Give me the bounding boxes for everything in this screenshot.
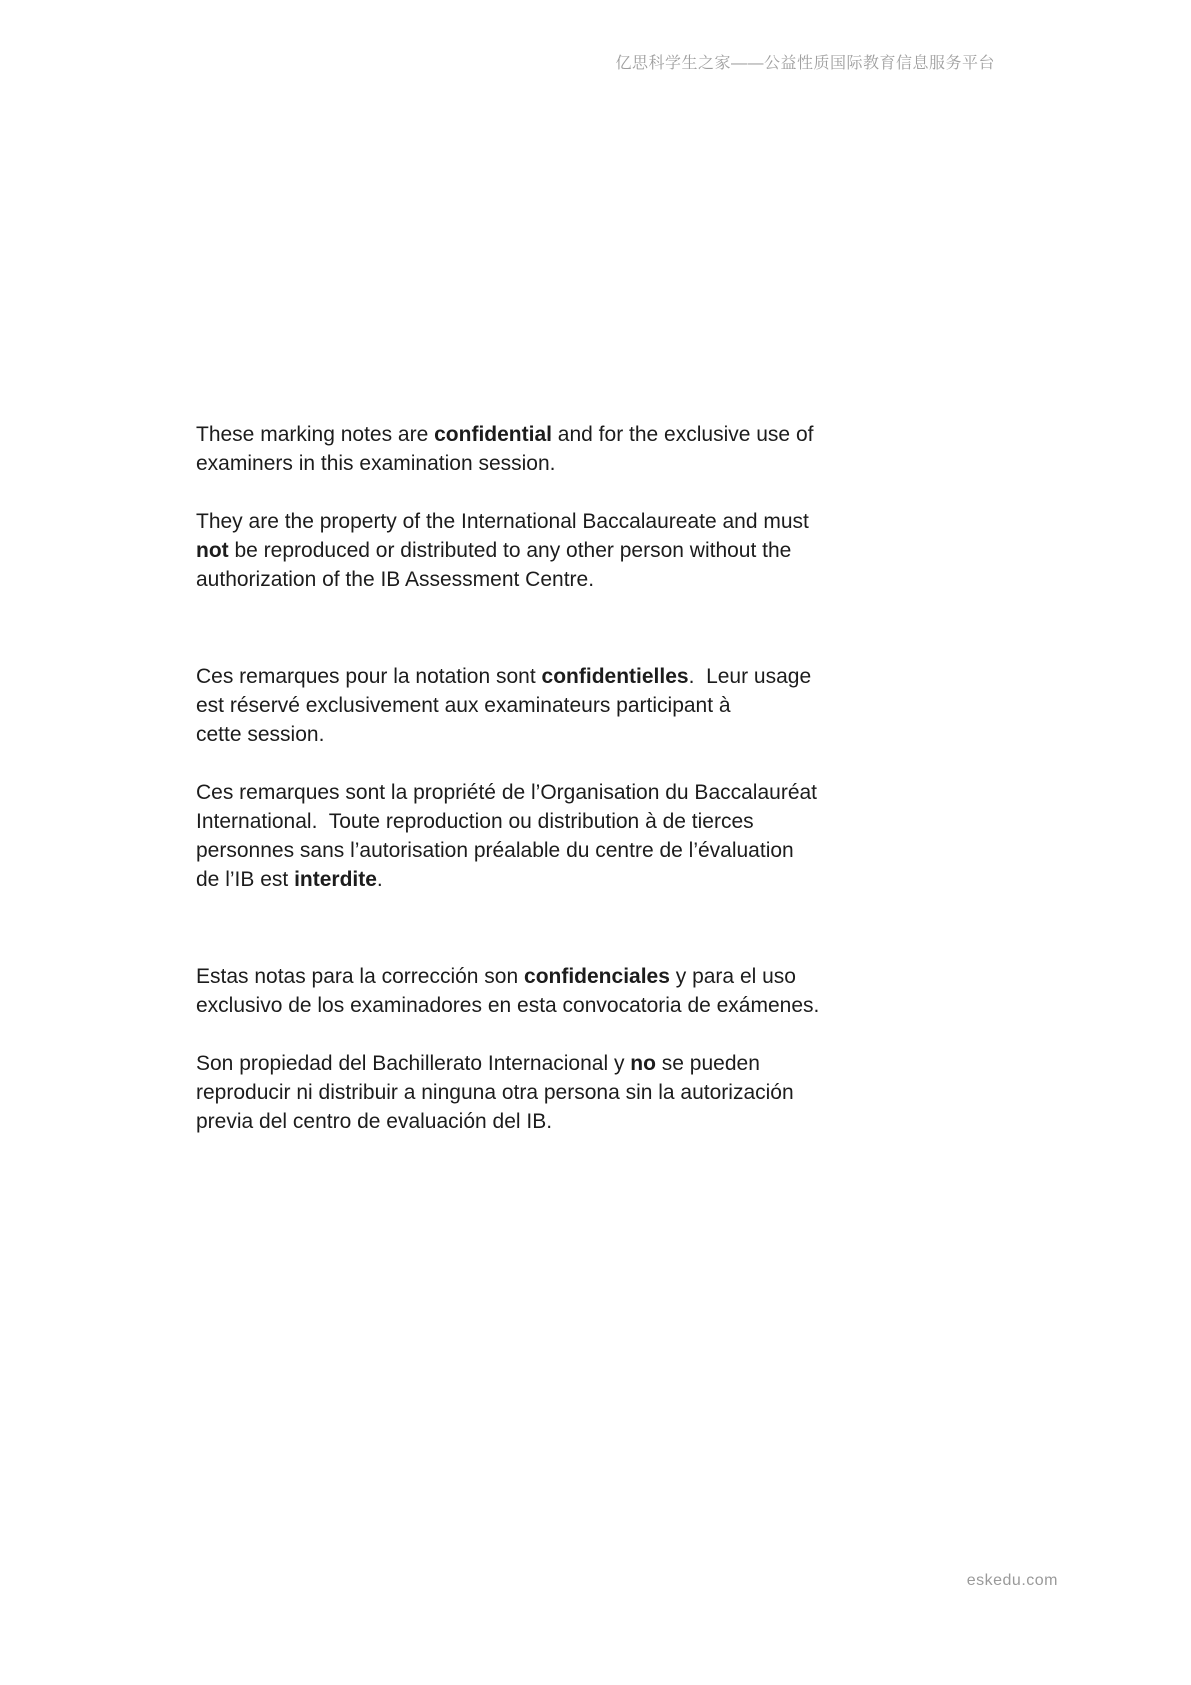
bold-text-segment: interdite	[294, 868, 377, 891]
text-line	[196, 1078, 986, 1107]
text-segment: They are the property of the International Baccalaureate and must	[196, 510, 809, 533]
bold-text-segment: confidentielles	[541, 665, 689, 688]
text-line	[196, 991, 986, 1020]
bold-text-segment: confidential	[434, 423, 552, 446]
text-line	[196, 865, 986, 894]
paragraph	[196, 507, 986, 594]
notice-group-spanish	[196, 962, 986, 1136]
text-segment: personnes sans l’autorisation préalable du centre de l’évaluation	[196, 839, 794, 862]
header-watermark-text: 亿思科学生之家——公益性质国际教育信息服务平台	[615, 55, 995, 72]
text-line	[196, 565, 986, 594]
text-segment: reproducir ni distribuir a ninguna otra persona sin la autorización	[196, 1081, 794, 1104]
text-line	[196, 836, 986, 865]
text-line	[196, 507, 986, 536]
text-line	[196, 720, 986, 749]
text-segment: Estas notas para la corrección son	[196, 965, 525, 988]
bold-text-segment: confidenciales	[524, 965, 670, 988]
paragraph	[196, 1049, 986, 1136]
text-segment: be reproduced or distributed to any other person without the	[228, 539, 792, 562]
text-segment: These marking notes are	[196, 423, 435, 446]
text-segment: Ces remarques sont la propriété de l’Organisation du Baccalauréat	[196, 781, 818, 804]
text-line	[196, 1107, 986, 1136]
text-segment: International. Toute reproduction ou distribution à de tierces	[196, 810, 754, 833]
text-segment: authorization of the IB Assessment Centre.	[196, 568, 595, 591]
confidentiality-notice-block	[196, 420, 986, 1204]
bold-text-segment: no	[630, 1052, 656, 1075]
text-line	[196, 1049, 986, 1078]
text-segment: se pueden	[655, 1052, 760, 1075]
text-segment: y para el uso	[669, 965, 796, 988]
paragraph	[196, 420, 986, 478]
text-line	[196, 662, 986, 691]
text-segment: previa del centro de evaluación del IB.	[196, 1110, 553, 1133]
text-segment: Ces remarques pour la notation sont	[196, 665, 542, 688]
text-line	[196, 449, 986, 478]
notice-group-french	[196, 662, 986, 894]
footer-watermark-text: eskedu.com	[966, 1572, 1058, 1589]
text-line	[196, 536, 986, 565]
text-segment: est réservé exclusivement aux examinateurs participant à	[196, 694, 731, 717]
text-line	[196, 962, 986, 991]
text-line	[196, 778, 986, 807]
text-segment: de l’IB est	[196, 868, 295, 891]
text-segment: cette session.	[196, 723, 325, 746]
paragraph	[196, 778, 986, 894]
text-segment: .	[376, 868, 383, 891]
text-segment: . Leur usage	[688, 665, 812, 688]
bold-text-segment: not	[196, 539, 229, 562]
text-line	[196, 807, 986, 836]
text-segment: exclusivo de los examinadores en esta convocatoria de exámenes.	[196, 994, 820, 1017]
text-line	[196, 420, 986, 449]
text-segment: and for the exclusive use of	[551, 423, 814, 446]
text-segment: examiners in this examination session.	[196, 452, 556, 475]
text-line	[196, 691, 986, 720]
paragraph	[196, 962, 986, 1020]
paragraph	[196, 662, 986, 749]
notice-group-english	[196, 420, 986, 594]
text-segment: Son propiedad del Bachillerato Internacional y	[196, 1052, 631, 1075]
